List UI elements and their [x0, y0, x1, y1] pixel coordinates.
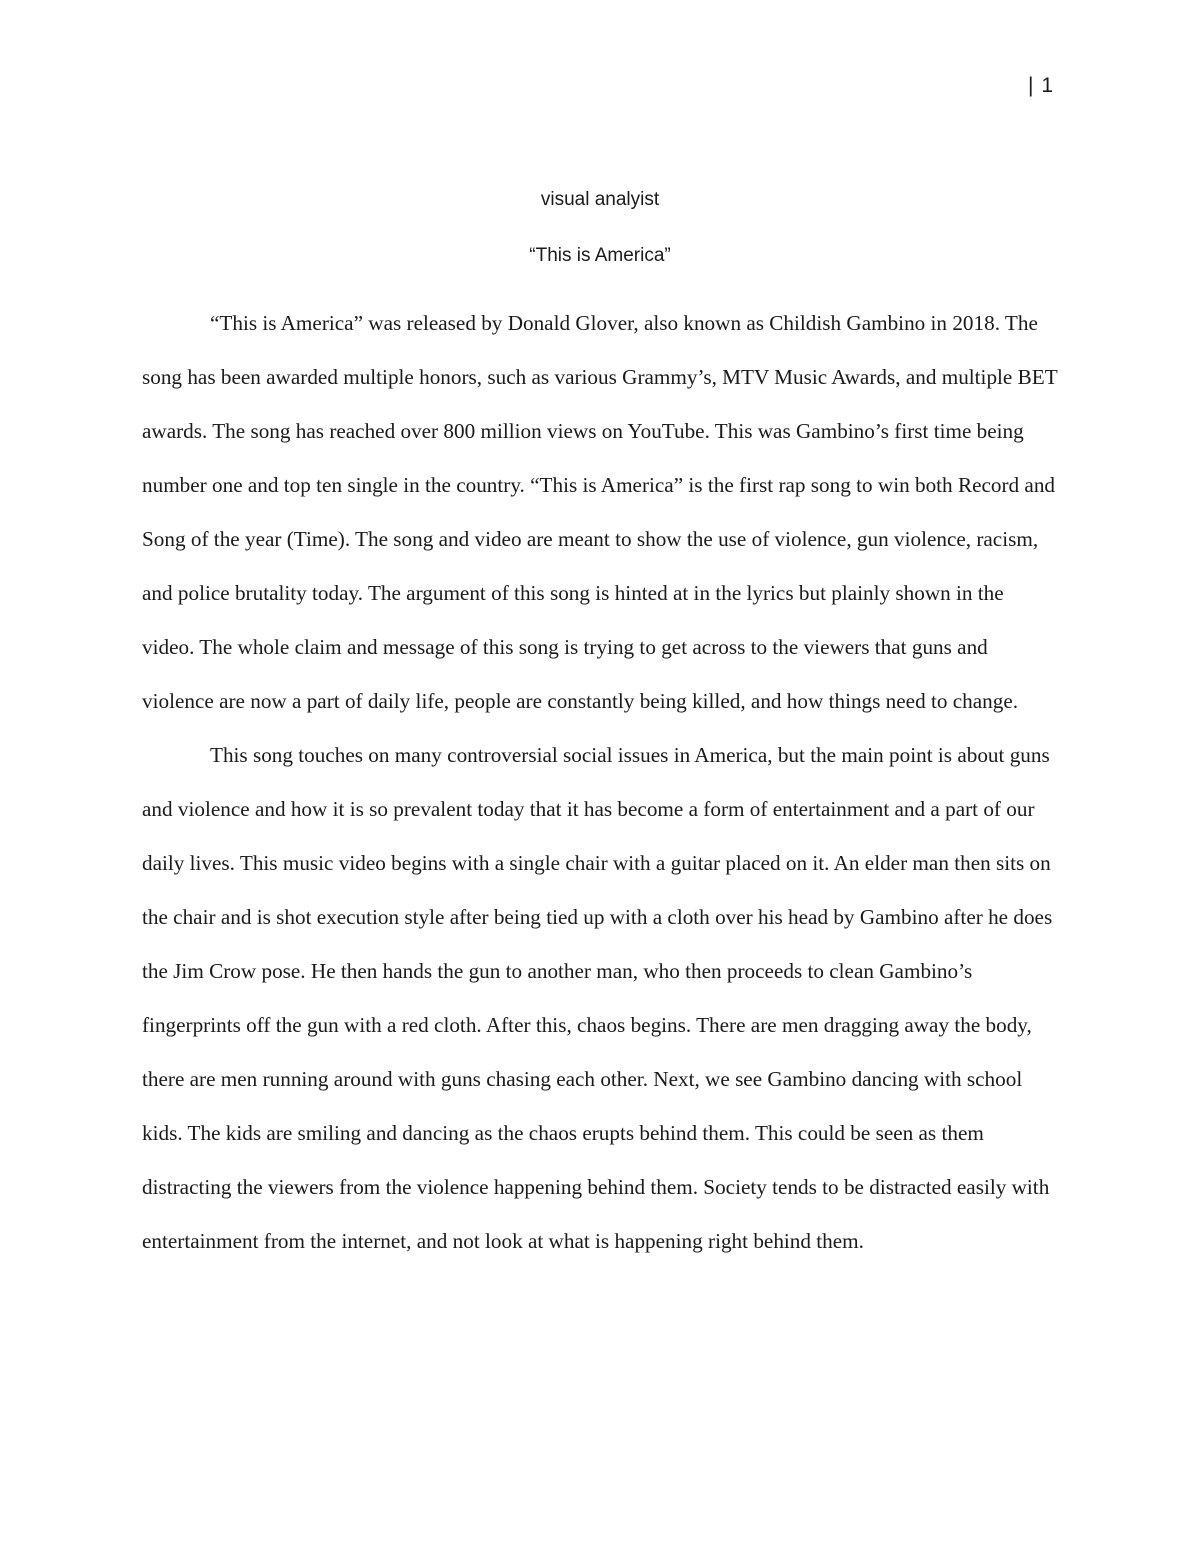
paragraph-1: “This is America” was released by Donald Glover, also known as Childish Gambino in 2018. The song has been awarded multiple honors, such as various Grammy’s, MTV Music Awards, and multiple BET awards. The song has reached over 800 million views on YouTube. This was Gambino’s first time being number one and top ten single in the country. “This is America” is the first rap song to win both Record and Song of the year (Time). The song and video are meant to show the use of violence, gun violence, racism, and police brutality today. The argument of this song is hinted at in the lyrics but plainly shown in the video. The whole claim and message of this song is trying to get across to the viewers that guns and violence are now a part of daily life, people are constantly being killed, and how things need to change. [142, 311, 1058, 713]
essay-title: “This is America” [529, 245, 671, 266]
paragraph-2: This song touches on many controversial social issues in America, but the main point is about guns and violence and how it is so prevalent today that it has become a form of entertainment and a part of our daily lives. This music video begins with a single chair with a guitar placed on it. An elder man then sits on the chair and is shot execution style after being tied up with a cloth over his head by Gambino after he does the Jim Crow pose. He then hands the gun to another man, who then proceeds to clean Gambino’s fingerprints off the gun with a red cloth. After this, chaos begins. There are men dragging away the body, there are men running around with guns chasing each other. Next, we see Gambino dancing with school kids. The kids are smiling and dancing as the chaos erupts behind them. This could be seen as them distracting the viewers from the violence happening behind them. Society tends to be distracted easily with entertainment from the internet, and not look at what is happening right behind them. [142, 743, 1053, 1253]
document-title: visual analyist [540, 189, 660, 210]
essay-body [142, 296, 1058, 1268]
page-number: | 1 [1028, 74, 1054, 97]
